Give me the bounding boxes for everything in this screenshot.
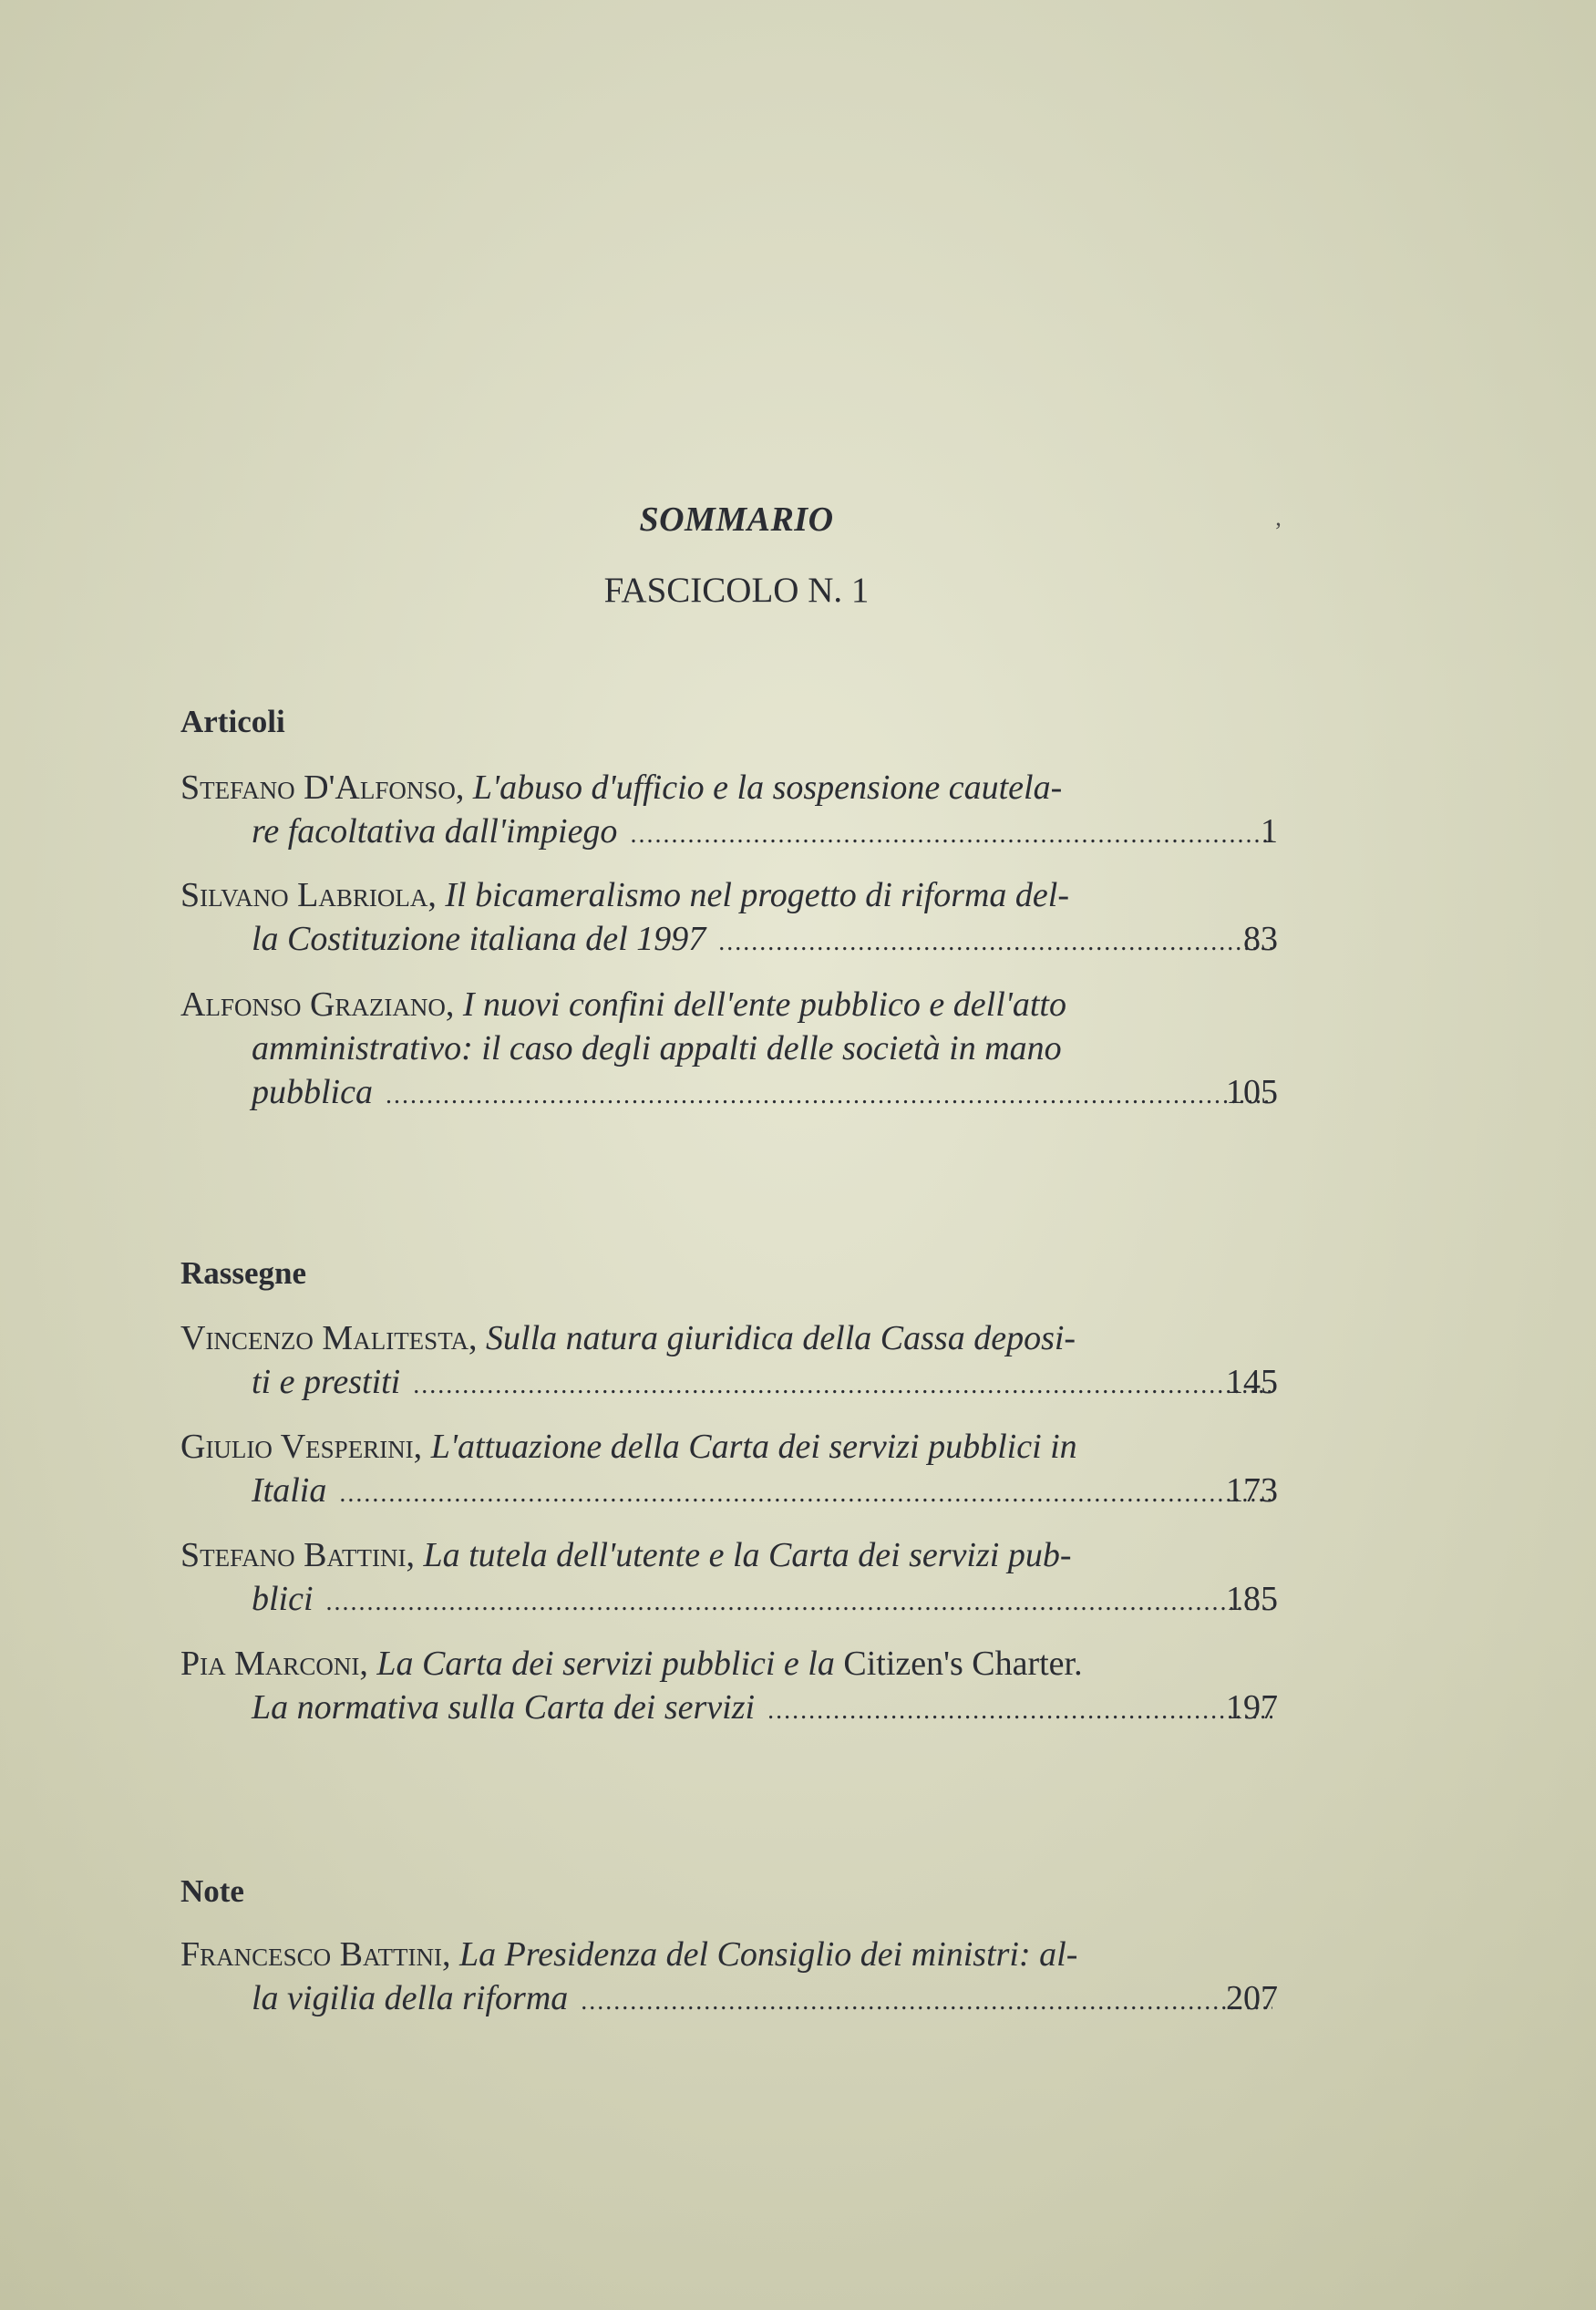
- entry-title-end: blici: [252, 1580, 314, 1618]
- entry-author: Pia Marconi,: [180, 1645, 368, 1683]
- entry-title-roman: Citizen's Charter.: [843, 1645, 1083, 1683]
- entry-title-end: la Costituzione italiana del 1997: [252, 920, 706, 958]
- entry-page-number: 185: [1226, 1580, 1278, 1618]
- dot-leader: [339, 1472, 1272, 1516]
- toc-entry: [180, 983, 1278, 1118]
- entry-title: I nuovi confini dell'ente pubblico e dell'atto: [462, 985, 1066, 1024]
- entry-author: Giulio Vesperini,: [180, 1428, 423, 1466]
- issue-subtitle: FASCICOLO N. 1: [603, 571, 870, 610]
- entry-page-number: 197: [1226, 1688, 1278, 1727]
- entry-title: La tutela dell'utente e la Carta dei servizi pub-: [423, 1536, 1072, 1574]
- section-heading-rassegne: Rassegne: [180, 1255, 307, 1291]
- entry-page-number: 83: [1243, 920, 1278, 958]
- entry-title-end: la vigilia della riforma: [252, 1979, 569, 2017]
- section-heading-articoli: Articoli: [180, 704, 285, 739]
- entry-title-end: pubblica: [252, 1073, 373, 1111]
- entry-page-number: 173: [1226, 1471, 1278, 1510]
- toc-entry: [180, 873, 1278, 964]
- entry-title: L'attuazione della Carta dei servizi pubblici in: [430, 1428, 1077, 1466]
- entry-title-end: ti e prestiti: [252, 1363, 401, 1401]
- dot-leader: [413, 1364, 1272, 1408]
- entry-author: Silvano Labriola,: [180, 876, 437, 914]
- toc-entry: [180, 1533, 1278, 1624]
- toc-entry: [180, 766, 1278, 857]
- toc-entry: [180, 1316, 1278, 1408]
- entry-author: Francesco Battini,: [180, 1935, 451, 1974]
- ink-mark: ʼ: [1274, 518, 1282, 544]
- entry-page-number: 105: [1226, 1073, 1278, 1111]
- entry-title-end: La normativa sulla Carta dei servizi: [252, 1688, 756, 1727]
- dot-leader: [718, 921, 1272, 964]
- entry-title: La Presidenza del Consiglio dei ministri: al-: [458, 1935, 1078, 1974]
- entry-title-end: Italia: [252, 1471, 327, 1510]
- dot-leader: [581, 1980, 1272, 2024]
- section-heading-note: Note: [180, 1873, 244, 1909]
- entry-page-number: 207: [1226, 1979, 1278, 2017]
- entry-title-end: re facoltativa dall'impiego: [252, 812, 618, 851]
- entry-title: Il bicameralismo nel progetto di riforma del-: [445, 876, 1070, 914]
- entry-author: Stefano D'Alfonso,: [180, 768, 465, 807]
- entry-author: Vincenzo Malitesta,: [180, 1319, 478, 1357]
- dot-leader: [630, 813, 1272, 857]
- entry-author: Alfonso Graziano,: [180, 985, 455, 1024]
- dot-leader: [326, 1581, 1272, 1624]
- entry-page-number: 145: [1226, 1363, 1278, 1401]
- toc-entry: [180, 1642, 1278, 1733]
- entry-title: L'abuso d'ufficio e la sospensione cautela-: [472, 768, 1063, 807]
- entry-title: Sulla natura giuridica della Cassa deposi-: [486, 1319, 1076, 1357]
- page-title: SOMMARIO: [639, 500, 834, 539]
- toc-entry: [180, 1933, 1278, 2024]
- entry-page-number: 1: [1261, 812, 1278, 851]
- toc-entry: [180, 1425, 1278, 1516]
- entry-title-continued: amministrativo: il caso degli appalti delle società in mano: [252, 1029, 1062, 1067]
- entry-author: Stefano Battini,: [180, 1536, 415, 1574]
- entry-title: La Carta dei servizi pubblici e la: [376, 1645, 835, 1683]
- dot-leader: [386, 1074, 1272, 1118]
